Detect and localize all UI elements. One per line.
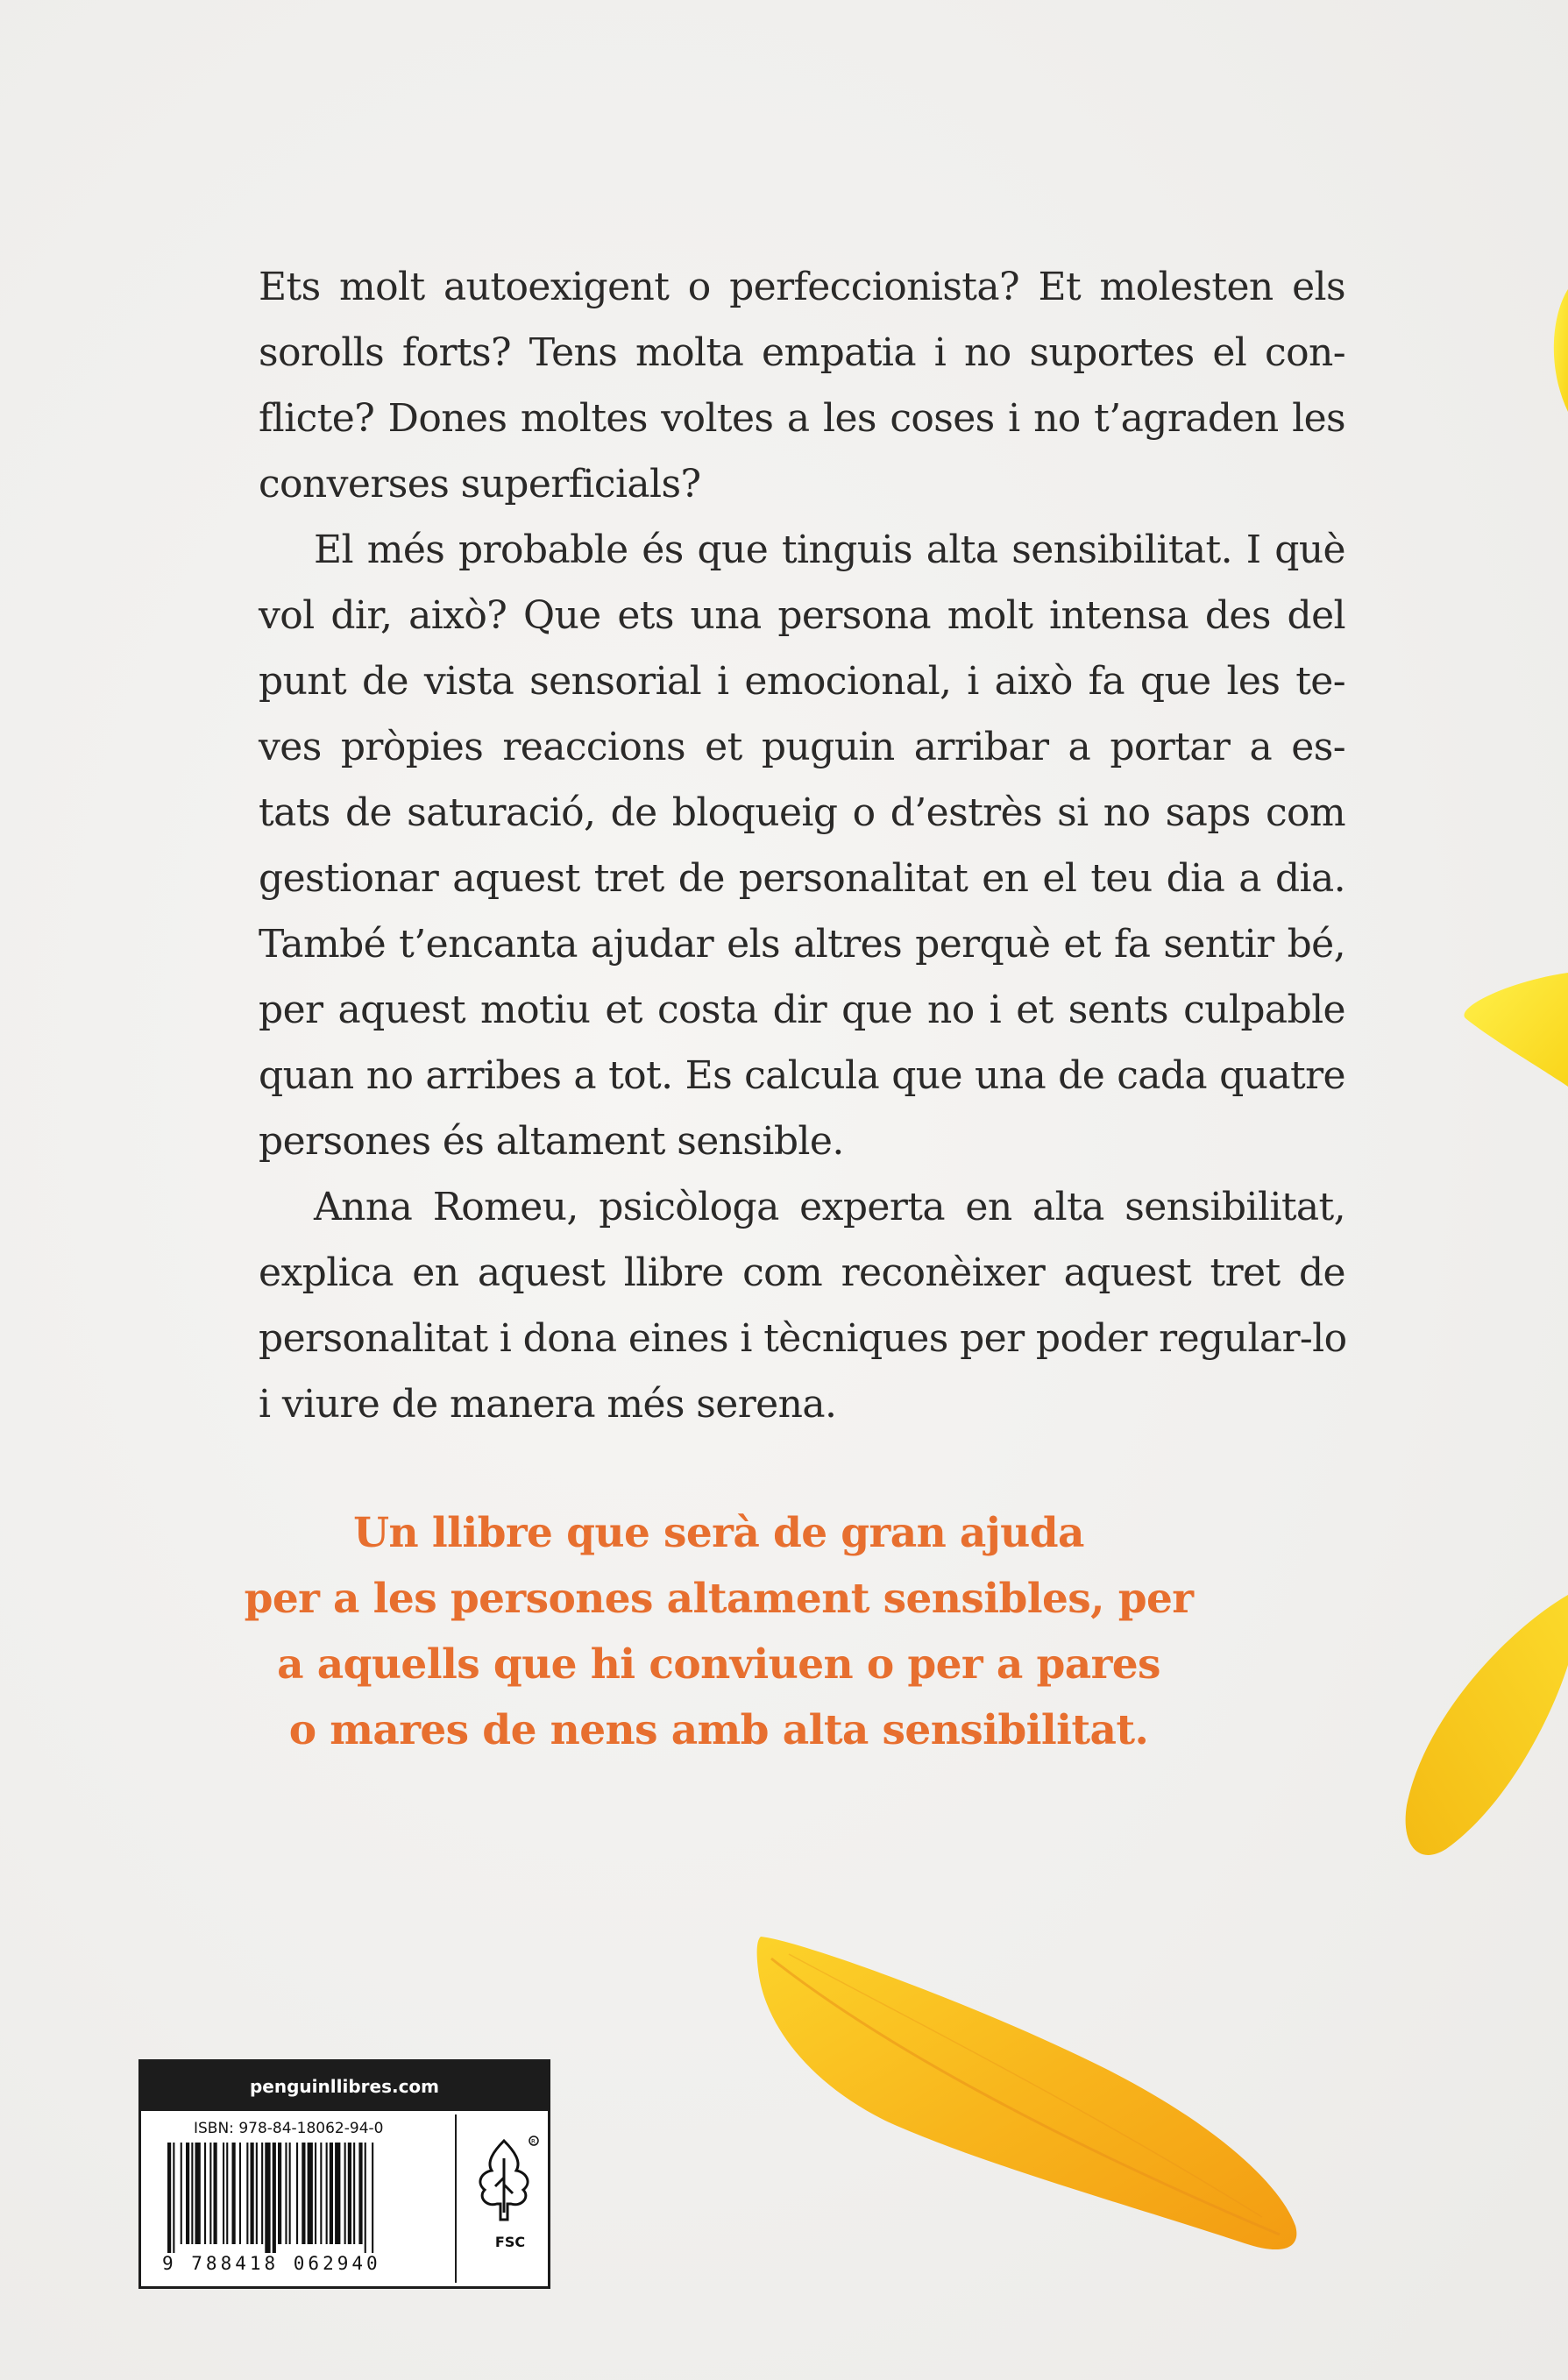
petal-middle-right <box>1464 973 1568 1087</box>
barcode-bar <box>195 2143 201 2244</box>
text-line: El més probable és que tinguis alta sensibilitat. I què <box>314 528 1345 572</box>
barcode-bar <box>239 2143 241 2244</box>
description-text <box>259 254 1345 1437</box>
barcode-bar <box>191 2143 193 2244</box>
barcode-bar <box>335 2143 340 2244</box>
barcode-bars <box>167 2143 444 2253</box>
ean-digits: 9 788418 062940 <box>162 2253 381 2274</box>
tagline <box>175 1500 1262 1763</box>
text-line: punt de vista sensorial i emocional, i això fa que les te- <box>259 659 1345 704</box>
barcode-bar <box>326 2143 328 2244</box>
fsc-label: FSC <box>494 2234 526 2250</box>
text-line: i viure de manera més serena. <box>259 1382 837 1427</box>
barcode-bar <box>209 2143 211 2244</box>
barcode-bar <box>344 2143 346 2244</box>
barcode-bar <box>223 2143 224 2244</box>
petal-top-right <box>1554 289 1568 412</box>
barcode-bar <box>261 2143 263 2244</box>
fsc-tree-logo-icon <box>467 2132 541 2228</box>
barcode-bar <box>372 2143 373 2253</box>
text-line: vol dir, això? Que ets una persona molt intensa des del <box>259 593 1345 638</box>
text-line: personalitat i dona eines i tècniques per poder regular-lo <box>259 1316 1347 1361</box>
barcode-bar <box>173 2143 174 2253</box>
text-line: tats de saturació, de bloqueig o d’estrès si no saps com <box>259 790 1345 835</box>
barcode-bar <box>226 2143 228 2244</box>
text-line: gestionar aquest tret de personalitat en el teu dia a dia. <box>259 856 1345 901</box>
barcode-bar <box>167 2143 171 2253</box>
barcode-bar <box>285 2143 287 2244</box>
barcode-bar <box>353 2143 355 2244</box>
barcode-bar <box>358 2143 362 2244</box>
barcode-bar <box>315 2143 316 2244</box>
barcode-bar <box>251 2143 254 2244</box>
text-line: quan no arribes a tot. Es calcula que una de cada quatre <box>259 1053 1345 1098</box>
svg-text:R: R <box>531 2138 536 2145</box>
barcode-bar <box>186 2143 189 2244</box>
barcode-bar <box>232 2143 236 2244</box>
barcode-bar <box>302 2143 305 2244</box>
text-line: flicte? Dones moltes voltes a les coses i no t’agraden les <box>259 396 1345 441</box>
barcode-bar <box>320 2143 322 2244</box>
divider <box>455 2114 457 2283</box>
text-line: persones és altament sensible. <box>259 1119 844 1164</box>
text-line: Anna Romeu, psicòloga experta en alta sensibilitat, <box>314 1185 1345 1229</box>
text-line: ves pròpies reaccions et puguin arribar a portar a es- <box>259 725 1345 769</box>
tagline-line: a aquells que hi conviuen o per a pares <box>277 1640 1160 1689</box>
barcode-bar <box>246 2143 248 2244</box>
barcode-bar <box>181 2143 182 2244</box>
barcode-bar <box>273 2143 276 2253</box>
barcode-bar <box>256 2143 258 2244</box>
text-line: sorolls forts? Tens molta empatia i no suportes el con- <box>259 330 1345 375</box>
text-line: Ets molt autoexigent o perfeccionista? Et molesten els <box>259 265 1345 309</box>
publisher-url: penguinllibres.com <box>141 2062 548 2111</box>
barcode-bar <box>348 2143 351 2244</box>
tagline-line: o mares de nens amb alta sensibilitat. <box>288 1706 1149 1754</box>
barcode-bar <box>214 2143 217 2244</box>
barcode-bar <box>365 2143 366 2253</box>
barcode-bar <box>278 2143 281 2244</box>
petal-lower-right <box>1406 1595 1568 1855</box>
barcode-block <box>138 2059 550 2289</box>
text-line: També t’encanta ajudar els altres perquè et fa sentir bé, <box>259 922 1345 967</box>
text-line: converses superficials? <box>259 462 701 506</box>
barcode-bar <box>204 2143 206 2244</box>
tagline-line: Un llibre que serà de gran ajuda <box>353 1509 1084 1557</box>
tagline-line: per a les persones altament sensibles, per <box>244 1575 1194 1623</box>
barcode-bar <box>330 2143 333 2244</box>
isbn-label: ISBN: 978-84-18062-94-0 <box>194 2120 384 2137</box>
barcode-bar <box>308 2143 313 2244</box>
petal-bottom-orange <box>757 1937 1297 2249</box>
barcode-bar <box>265 2143 270 2253</box>
text-line: explica en aquest llibre com reconèixer aquest tret de <box>259 1250 1345 1295</box>
barcode-bar <box>296 2143 298 2244</box>
barcode-bar <box>289 2143 291 2244</box>
text-line: per aquest motiu et costa dir que no i et sents culpable <box>259 988 1345 1032</box>
